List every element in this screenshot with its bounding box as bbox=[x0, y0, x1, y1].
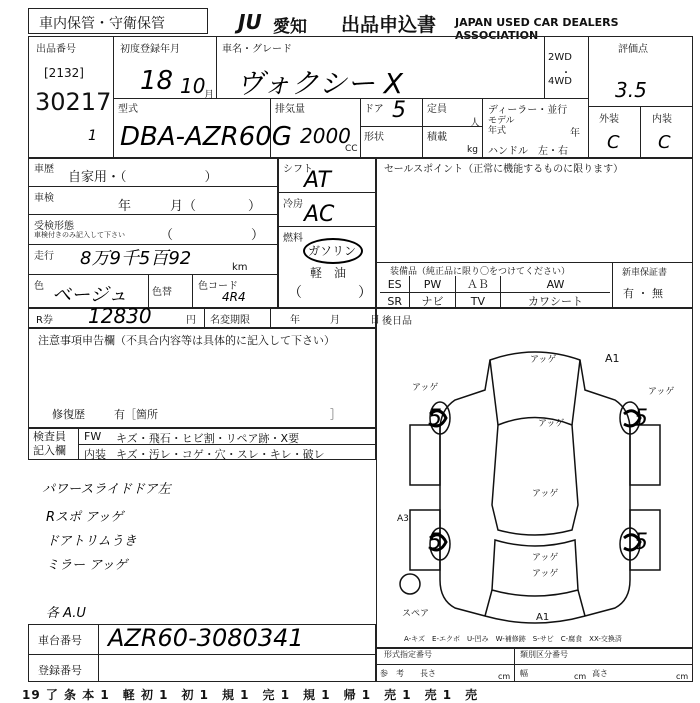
model-name: ヴォクシー X bbox=[236, 67, 403, 100]
fuel-gas: ガソリン bbox=[308, 244, 357, 258]
car-diagram bbox=[380, 330, 690, 640]
inspection-label: 車検 bbox=[34, 193, 54, 204]
interior-grade: C bbox=[658, 132, 671, 153]
equip-tv: TV bbox=[455, 293, 500, 310]
type-label: 型式 bbox=[118, 104, 138, 115]
hand-note-5: 各 A.U bbox=[46, 606, 86, 621]
score: 3.5 bbox=[615, 78, 647, 102]
tax-value: 12830 bbox=[88, 304, 152, 328]
mileage-label: 走行 bbox=[34, 251, 54, 262]
org-label: 愛知 bbox=[273, 17, 307, 37]
inspection-value: 年 月（ ） bbox=[118, 199, 262, 214]
storage-label-box bbox=[28, 8, 208, 34]
warranty-options: 有 ・ 無 bbox=[623, 287, 663, 300]
mark-left-a: A3 bbox=[397, 514, 409, 524]
ac-value: AC bbox=[304, 202, 335, 227]
repair-label: 修復歴 bbox=[52, 408, 85, 421]
fw-label: FW bbox=[84, 430, 102, 443]
load-label: 積載 bbox=[427, 132, 447, 143]
capacity-unit: 人 bbox=[470, 118, 480, 129]
model-year-label: モデル 年式 bbox=[488, 116, 515, 136]
color-change-label: 色替 bbox=[152, 287, 172, 298]
lot-prefix: [2132] bbox=[44, 66, 84, 80]
mark-center4: アッゲ bbox=[532, 569, 559, 579]
exterior-grade: C bbox=[607, 132, 620, 153]
drive-2wd: 2WD bbox=[548, 52, 572, 63]
mark-top-tag2: A1 bbox=[605, 352, 620, 365]
color-code-value: 4R4 bbox=[222, 290, 246, 304]
equip-ab: ＡＢ bbox=[455, 276, 500, 293]
shift-value: AT bbox=[304, 168, 331, 193]
mileage-unit: km bbox=[232, 262, 248, 273]
hand-note-1: パワースライドドア左 bbox=[42, 482, 171, 497]
mark-five-rr: 5 bbox=[634, 530, 648, 555]
mark-five-fr: 5 bbox=[634, 406, 648, 431]
dealer-label: ディーラー・並行 bbox=[488, 105, 568, 116]
shape-label: 形状 bbox=[364, 132, 384, 143]
shift-label: シフト bbox=[283, 164, 313, 175]
hand-note-4: ミラー アッゲ bbox=[46, 558, 128, 573]
handle-label: ハンドル 左・右 bbox=[488, 146, 568, 157]
receipt-label: 受検形態 bbox=[34, 221, 74, 232]
name-change-value: 年 月 日 bbox=[290, 315, 380, 326]
width-cm: cm bbox=[574, 672, 587, 681]
mark-center2: アッゲ bbox=[532, 489, 559, 499]
footer-row: 19 了 条 本 1 軽 初 1 初 1 規 1 完 1 規 1 帰 1 売 1 売 1 売 bbox=[22, 688, 479, 702]
mark-five-fl: 5 bbox=[428, 406, 442, 431]
first-reg-month: 10 bbox=[180, 74, 206, 98]
fuel-circle bbox=[303, 238, 363, 264]
logo-text: JU bbox=[238, 10, 262, 34]
ju-logo bbox=[238, 10, 262, 34]
mileage-value: 8万9千5百92 bbox=[80, 248, 192, 269]
displacement-value: 2000 bbox=[300, 124, 351, 148]
lot-mark: 1 bbox=[88, 128, 97, 144]
chassis-value: AZR60-3080341 bbox=[108, 624, 304, 652]
car-history-label: 車歴 bbox=[34, 164, 54, 175]
color-code-label: 色コード bbox=[198, 281, 238, 292]
car-history-value: 自家用・（ ） bbox=[68, 170, 218, 185]
ac-label: 冷房 bbox=[283, 199, 303, 210]
color-label: 色 bbox=[34, 281, 44, 292]
interior-label: 内装 bbox=[652, 114, 672, 125]
fuel-label: 燃料 bbox=[283, 233, 303, 244]
storage-label: 車内保管・守衛保管 bbox=[39, 16, 165, 32]
tax-unit: 円 bbox=[186, 315, 196, 326]
interior-note-value: キズ・汚レ・コゲ・穴・スレ・キレ・破レ bbox=[116, 448, 325, 461]
capacity-label: 定員 bbox=[427, 104, 447, 115]
diagram-legend: A-キズ E-エクボ U-凹み W-補修跡 S-サビ C-腐食 XX-交換済 bbox=[404, 635, 622, 643]
equip-es: ES bbox=[380, 276, 410, 293]
hand-note-2: Rスポ アッゲ bbox=[46, 510, 124, 525]
mark-left-tag: アッゲ bbox=[412, 383, 439, 393]
doc-title: 出品申込書 bbox=[341, 14, 437, 36]
mark-top-tag1: アッゲ bbox=[530, 355, 557, 365]
name-change-label: 名変期限 bbox=[210, 315, 250, 326]
load-unit: kg bbox=[467, 145, 478, 155]
equip-navi: ナビ bbox=[410, 293, 455, 310]
first-reg-year: 18 bbox=[140, 66, 174, 96]
first-reg-label: 初度登録年月 bbox=[120, 44, 180, 55]
type-value: DBA-AZR60G bbox=[120, 122, 292, 152]
doors-value: 5 bbox=[392, 98, 406, 123]
inspector-label: 検査員 記入欄 bbox=[33, 430, 66, 457]
selling-label: セールスポイント（正常に機能するものに限ります） bbox=[384, 164, 624, 175]
displacement-label: 排気量 bbox=[275, 104, 305, 115]
equip-seat: カワシート bbox=[501, 293, 610, 310]
chassis-label: 車台番号 bbox=[38, 634, 82, 647]
new-warranty-label: 新車保証書 bbox=[622, 268, 668, 278]
width-label: 幅 bbox=[520, 669, 528, 678]
mark-right-tag: アッゲ bbox=[648, 387, 675, 397]
spare-label: スペア bbox=[402, 609, 430, 619]
interior-note-label: 内装 bbox=[84, 448, 106, 461]
equip-pw: PW bbox=[410, 276, 455, 293]
hand-note-3: ドアトリムうき bbox=[46, 534, 137, 549]
equip-aw: AW bbox=[501, 276, 610, 293]
model-label: 車名・グレード bbox=[222, 44, 292, 55]
mark-five-rl: 5 bbox=[428, 530, 442, 555]
score-label: 評価点 bbox=[618, 44, 648, 55]
lot-no-label: 出品番号 bbox=[36, 44, 76, 55]
reg-label: 登録番号 bbox=[38, 664, 82, 677]
repair-value: 有［箇所 bbox=[114, 408, 158, 421]
first-reg-month-suffix: 月 bbox=[204, 90, 214, 101]
height-label: 高さ bbox=[592, 669, 608, 678]
doors-label: ドア bbox=[364, 104, 384, 115]
tax-label: R券 bbox=[36, 315, 53, 326]
mark-bottom-a: A1 bbox=[536, 612, 550, 623]
length-label: 長さ bbox=[420, 669, 436, 678]
rear-label: 後日品 bbox=[382, 316, 412, 327]
doc-title-en: JAPAN USED CAR DEALERS ASSOCIATION bbox=[455, 16, 619, 42]
equip-sr: SR bbox=[380, 293, 410, 310]
equipment-grid bbox=[380, 276, 610, 309]
exterior-label: 外装 bbox=[599, 114, 619, 125]
drive-4wd: 4WD bbox=[548, 76, 572, 87]
height-cm: cm bbox=[676, 672, 689, 681]
caution-label: 注意事項申告欄（不具合内容等は具体的に記入して下さい） bbox=[38, 334, 335, 347]
fuel-diesel: 軽 油 bbox=[310, 266, 347, 280]
color-value: ベージュ bbox=[52, 284, 128, 306]
mark-center1: アッゲ bbox=[538, 419, 565, 429]
year-unit: 年 bbox=[570, 128, 580, 139]
fw-value: キズ・飛石・ヒビ割・リペア跡・X要 bbox=[116, 432, 300, 445]
mark-center3: アッゲ bbox=[532, 553, 559, 563]
displacement-unit: CC bbox=[345, 144, 358, 154]
lot-no: 30217 bbox=[35, 88, 112, 116]
receipt-note: 車検付きのみ記入して下さい bbox=[34, 231, 125, 239]
length-cm: cm bbox=[498, 672, 511, 681]
form-label: 形式指定番号 bbox=[384, 650, 432, 659]
class-label: 類別区分番号 bbox=[520, 650, 568, 659]
ref-label: 参 考 bbox=[380, 669, 404, 678]
equip-label: 装備品（純正品に限り〇をつけてください） bbox=[390, 267, 571, 277]
